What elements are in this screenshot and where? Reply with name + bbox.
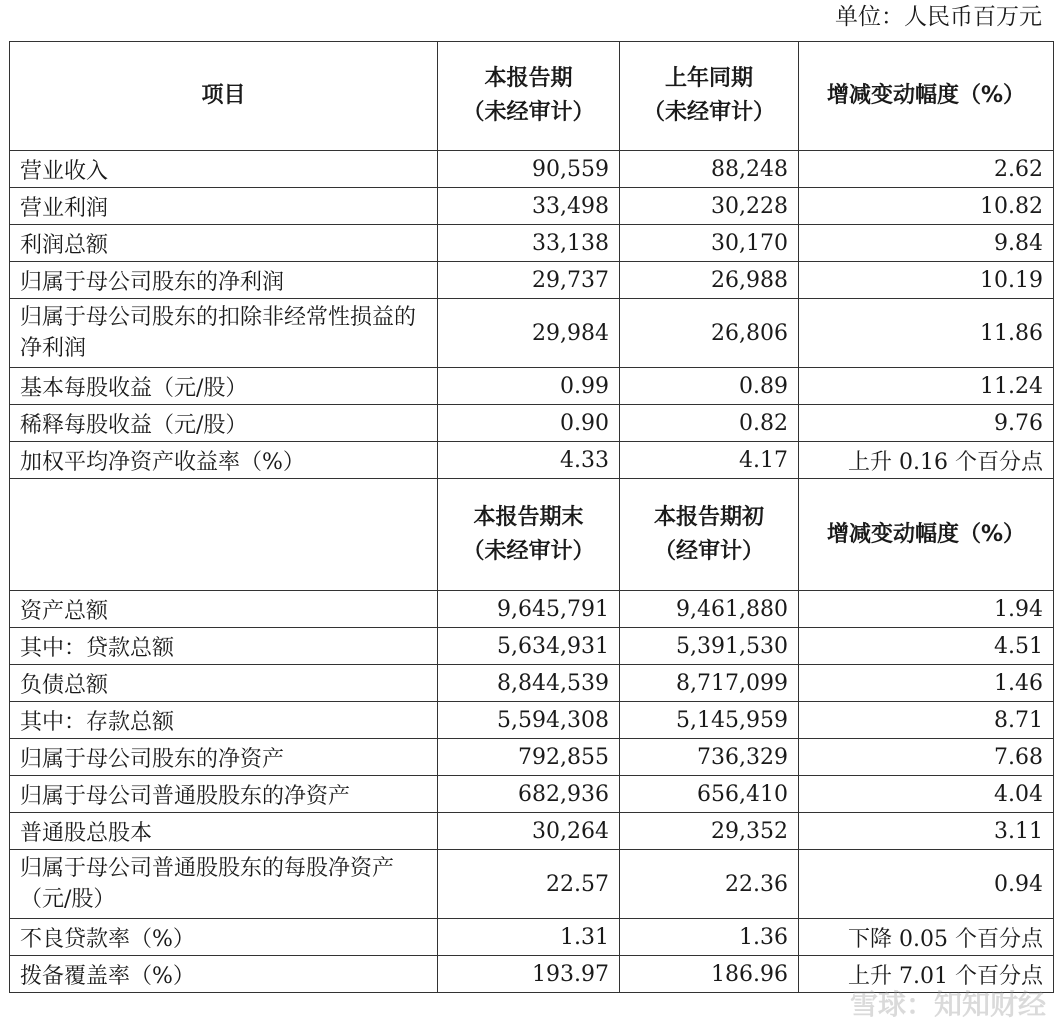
prior-value: 88,248 bbox=[620, 151, 799, 188]
row-label: 资产总额 bbox=[10, 591, 438, 628]
row-label: 营业收入 bbox=[10, 151, 438, 188]
header2-change: 增减变动幅度（%） bbox=[799, 479, 1054, 591]
period-start-value: 736,329 bbox=[620, 739, 799, 776]
row-label: 归属于母公司普通股股东的净资产 bbox=[10, 776, 438, 813]
change-value: 11.24 bbox=[799, 368, 1054, 405]
row-label: 归属于母公司普通股股东的每股净资产（元/股） bbox=[10, 850, 438, 919]
change-value: 1.46 bbox=[799, 665, 1054, 702]
unit-note: 单位：人民币百万元 bbox=[835, 4, 1042, 30]
change-value: 10.82 bbox=[799, 188, 1054, 225]
table-header-2 bbox=[10, 479, 1054, 591]
row-label: 基本每股收益（元/股） bbox=[10, 368, 438, 405]
period-end-value: 9,645,791 bbox=[438, 591, 620, 628]
table-row bbox=[10, 299, 1054, 368]
header-period-end-note: （未经审计） bbox=[462, 538, 595, 564]
row-label: 其中：贷款总额 bbox=[10, 628, 438, 665]
row-label: 营业利润 bbox=[10, 188, 438, 225]
prior-value: 30,228 bbox=[620, 188, 799, 225]
row-label: 归属于母公司股东的净资产 bbox=[10, 739, 438, 776]
change-value: 3.11 bbox=[799, 813, 1054, 850]
header-period-start bbox=[620, 479, 799, 591]
table-row bbox=[10, 442, 1054, 479]
row-label: 利润总额 bbox=[10, 225, 438, 262]
prior-value: 26,806 bbox=[620, 299, 799, 368]
period-end-value: 30,264 bbox=[438, 813, 620, 850]
watermark: 雪球：知知财经 bbox=[849, 988, 1046, 1021]
header-prior-period bbox=[620, 42, 799, 151]
current-value: 90,559 bbox=[438, 151, 620, 188]
current-value: 33,498 bbox=[438, 188, 620, 225]
header-period-end-title: 本报告期末 bbox=[473, 504, 584, 530]
prior-value: 0.89 bbox=[620, 368, 799, 405]
period-start-value: 8,717,099 bbox=[620, 665, 799, 702]
prior-value: 26,988 bbox=[620, 262, 799, 299]
table-row bbox=[10, 919, 1054, 956]
row-label: 拨备覆盖率（%） bbox=[10, 956, 438, 993]
table-row bbox=[10, 188, 1054, 225]
row-label: 归属于母公司股东的净利润 bbox=[10, 262, 438, 299]
current-value: 0.99 bbox=[438, 368, 620, 405]
row-label: 加权平均净资产收益率（%） bbox=[10, 442, 438, 479]
change-value: 上升 0.16 个百分点 bbox=[799, 442, 1054, 479]
row-label: 负债总额 bbox=[10, 665, 438, 702]
period-start-value: 1.36 bbox=[620, 919, 799, 956]
period-start-value: 22.36 bbox=[620, 850, 799, 919]
current-value: 33,138 bbox=[438, 225, 620, 262]
period-start-value: 186.96 bbox=[620, 956, 799, 993]
period-start-value: 5,391,530 bbox=[620, 628, 799, 665]
table-row bbox=[10, 956, 1054, 993]
table-row bbox=[10, 628, 1054, 665]
current-value: 29,737 bbox=[438, 262, 620, 299]
current-value: 0.90 bbox=[438, 405, 620, 442]
row-label: 其中：存款总额 bbox=[10, 702, 438, 739]
change-value: 8.71 bbox=[799, 702, 1054, 739]
period-end-value: 682,936 bbox=[438, 776, 620, 813]
period-end-value: 5,634,931 bbox=[438, 628, 620, 665]
table-row bbox=[10, 368, 1054, 405]
header-period-start-title: 本报告期初 bbox=[653, 504, 764, 530]
row-label: 不良贷款率（%） bbox=[10, 919, 438, 956]
change-value: 1.94 bbox=[799, 591, 1054, 628]
period-end-value: 193.97 bbox=[438, 956, 620, 993]
table-row bbox=[10, 262, 1054, 299]
prior-value: 0.82 bbox=[620, 405, 799, 442]
period-end-value: 1.31 bbox=[438, 919, 620, 956]
table-row bbox=[10, 665, 1054, 702]
change-value: 7.68 bbox=[799, 739, 1054, 776]
current-value: 29,984 bbox=[438, 299, 620, 368]
header-current-period bbox=[438, 42, 620, 151]
header-prior-period-note: （未经审计） bbox=[642, 100, 775, 125]
header2-item bbox=[10, 479, 438, 591]
change-value: 2.62 bbox=[799, 151, 1054, 188]
header-current-period-note: （未经审计） bbox=[462, 100, 595, 125]
change-value: 上升 7.01 个百分点 bbox=[799, 956, 1054, 993]
financial-table bbox=[9, 41, 1054, 993]
table-row bbox=[10, 702, 1054, 739]
change-value: 4.04 bbox=[799, 776, 1054, 813]
table-header-1 bbox=[10, 42, 1054, 151]
change-value: 10.19 bbox=[799, 262, 1054, 299]
table-row bbox=[10, 813, 1054, 850]
row-label: 普通股总股本 bbox=[10, 813, 438, 850]
period-start-value: 656,410 bbox=[620, 776, 799, 813]
header-item: 项目 bbox=[10, 42, 438, 151]
table-row bbox=[10, 151, 1054, 188]
row-label: 稀释每股收益（元/股） bbox=[10, 405, 438, 442]
table-row bbox=[10, 405, 1054, 442]
header-change: 增减变动幅度（%） bbox=[799, 42, 1054, 151]
current-value: 4.33 bbox=[438, 442, 620, 479]
period-end-value: 8,844,539 bbox=[438, 665, 620, 702]
table-row bbox=[10, 850, 1054, 919]
table-row bbox=[10, 591, 1054, 628]
period-start-value: 9,461,880 bbox=[620, 591, 799, 628]
header-period-end bbox=[438, 479, 620, 591]
period-start-value: 5,145,959 bbox=[620, 702, 799, 739]
change-value: 0.94 bbox=[799, 850, 1054, 919]
change-value: 9.76 bbox=[799, 405, 1054, 442]
change-value: 9.84 bbox=[799, 225, 1054, 262]
header-period-start-note: （经审计） bbox=[653, 538, 764, 564]
table-row bbox=[10, 776, 1054, 813]
table-row bbox=[10, 739, 1054, 776]
prior-value: 4.17 bbox=[620, 442, 799, 479]
period-end-value: 792,855 bbox=[438, 739, 620, 776]
prior-value: 30,170 bbox=[620, 225, 799, 262]
period-start-value: 29,352 bbox=[620, 813, 799, 850]
change-value: 11.86 bbox=[799, 299, 1054, 368]
period-end-value: 22.57 bbox=[438, 850, 620, 919]
header-prior-period-title: 上年同期 bbox=[664, 66, 753, 91]
row-label: 归属于母公司股东的扣除非经常性损益的净利润 bbox=[10, 299, 438, 368]
header-current-period-title: 本报告期 bbox=[484, 66, 573, 91]
period-end-value: 5,594,308 bbox=[438, 702, 620, 739]
change-value: 下降 0.05 个百分点 bbox=[799, 919, 1054, 956]
change-value: 4.51 bbox=[799, 628, 1054, 665]
table-row bbox=[10, 225, 1054, 262]
